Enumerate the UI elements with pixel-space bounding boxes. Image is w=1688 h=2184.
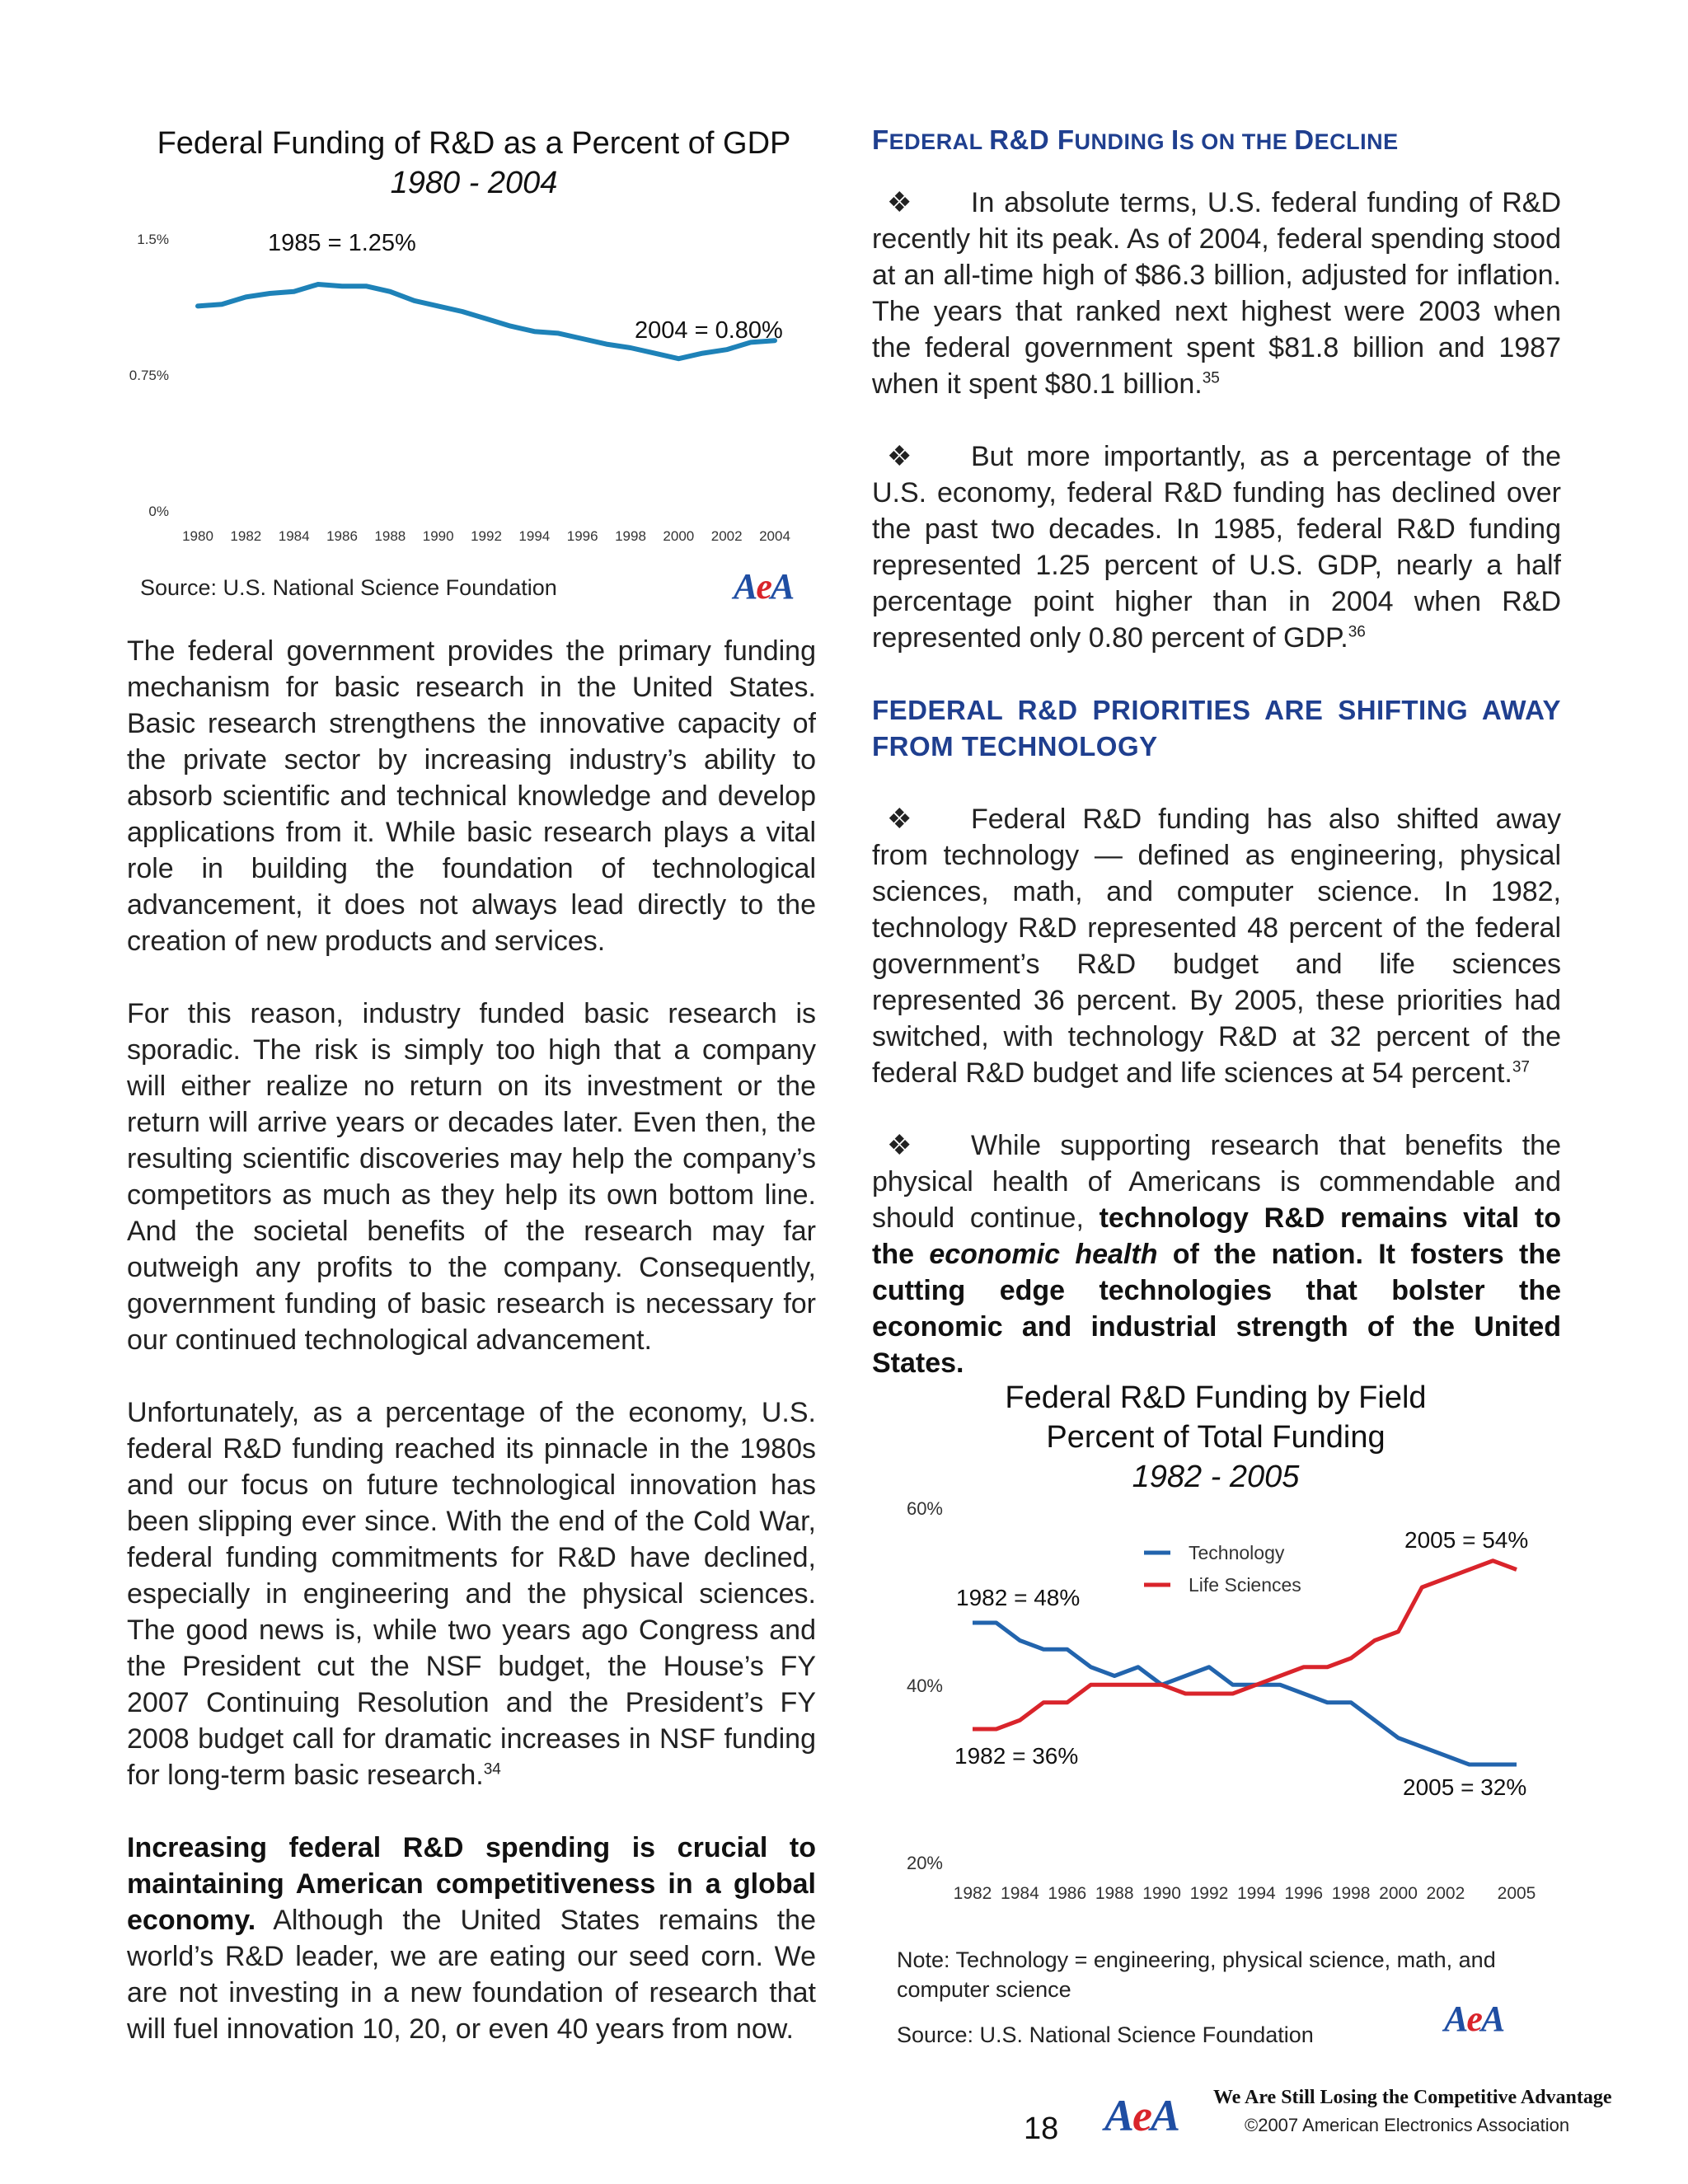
heading-decline-part: D bbox=[1294, 124, 1315, 155]
chart1-x-tick-label: 1982 bbox=[230, 528, 262, 544]
chart1-x-tick-label: 1990 bbox=[422, 528, 454, 544]
bullet-1 bbox=[872, 185, 1561, 402]
chart1-x-tick-label: 1996 bbox=[566, 528, 598, 544]
heading-decline-part: EDERAL bbox=[889, 129, 990, 154]
page-number: 18 bbox=[1024, 2111, 1059, 2146]
footnote-ref-34: 34 bbox=[483, 1760, 501, 1779]
left-paragraph-1: The federal government provides the primary funding mechanism for basic research in the United States. Basic research strengthens the innovative capacity of the private sector by increasing industry’s ability to absorb scientific and technical knowledge and develop applications from it. While basic research plays a vital role in building the foundation of technological advancement, it does not always lead directly to the creation of new products and services. bbox=[127, 635, 816, 957]
chart1-source: Source: U.S. National Science Foundation bbox=[140, 575, 557, 600]
heading-decline-part: I bbox=[1171, 124, 1179, 155]
bullet-3 bbox=[872, 801, 1561, 1091]
chart1-svg bbox=[115, 214, 824, 552]
chart2-note: Note: Technology = engineering, physical science, math, and computer science bbox=[897, 1947, 1496, 2002]
legend-life-sciences-label: Life Sciences bbox=[1189, 1574, 1301, 1596]
chart2-y-tick-label: 60% bbox=[906, 1500, 943, 1519]
chart1-x-tick-label: 2002 bbox=[710, 528, 743, 544]
chart2-y-tick-label: 40% bbox=[906, 1675, 943, 1696]
footnote-ref-37: 37 bbox=[1512, 1058, 1530, 1076]
chart2-source: Source: U.S. National Science Foundation bbox=[897, 2022, 1314, 2047]
legend-technology-label: Technology bbox=[1189, 1542, 1285, 1563]
bullet-4 bbox=[872, 1127, 1561, 1381]
chart2-x-tick-label: 1988 bbox=[1095, 1884, 1134, 1903]
chart1-x-tick-label: 1986 bbox=[326, 528, 358, 544]
chart2-annotation-1982-life: 1982 = 36% bbox=[954, 1743, 1079, 1769]
bullet-1-text: In absolute terms, U.S. federal funding of R&D recently hit its peak. As of 2004, federal spending stood at an all-time high of $86.3 billion, adjusted for inflation. The years that ranked next highest were 2003 when the federal government spent $81.8 billion and 1987 when it spent $80.1 billion. bbox=[872, 187, 1561, 400]
footnote-ref-36: 36 bbox=[1348, 623, 1366, 641]
chart1-x-tick-label: 1984 bbox=[278, 528, 310, 544]
chart1-annotation-1985: 1985 = 1.25% bbox=[268, 230, 416, 256]
chart2-annotation-2005-tech: 2005 = 32% bbox=[1403, 1774, 1527, 1800]
bullet-4-bold-italic: economic health bbox=[929, 1239, 1158, 1270]
chart2-title bbox=[865, 1378, 1566, 1497]
chart2-title-line1: Federal R&D Funding by Field bbox=[1005, 1380, 1427, 1415]
chart2-x-tick-label: 1990 bbox=[1142, 1884, 1181, 1903]
bullet-glyph: ❖ bbox=[887, 441, 912, 472]
footer-publication-title: We Are Still Losing the Competitive Advantage bbox=[1213, 2087, 1612, 2108]
chart2-x-tick-label: 1986 bbox=[1048, 1884, 1087, 1903]
chart1-annotation-2004: 2004 = 0.80% bbox=[635, 317, 783, 344]
heading-decline-part: F bbox=[872, 124, 889, 155]
chart2-x-tick-label: 1992 bbox=[1189, 1884, 1229, 1903]
heading-decline-part: S ON THE bbox=[1179, 129, 1295, 154]
bullet-4-bold-2: of the nation. It fosters the cutting edge technologies that bolster the economic and industrial strength of the United States. bbox=[872, 1239, 1561, 1379]
chart1-x-tick-label: 1992 bbox=[471, 528, 502, 544]
chart2-annotation-1982-tech: 1982 = 48% bbox=[956, 1585, 1081, 1610]
bullet-glyph: ❖ bbox=[887, 187, 912, 218]
bullet-glyph: ❖ bbox=[887, 1130, 912, 1161]
chart1-x-tick-label: 1980 bbox=[182, 528, 213, 544]
chart2-legend bbox=[1144, 1542, 1301, 1596]
footer-copyright: ©2007 American Electronics Association bbox=[1245, 2115, 1570, 2135]
left-paragraph-4 bbox=[127, 1830, 816, 2047]
left-paragraph-3-text: Unfortunately, as a percentage of the economy, U.S. federal R&D funding reached its pinnacle in the 1980s and our focus on future technological innovation has been slipping ever since. With the end of the Cold War, federal funding commitments for R&D have declined, especially in engineering and the physical sciences. The good news is, while two years ago Congress and the President cut the NSF budget, the House’s FY 2007 Continuing Resolution and the President’s FY 2008 budget call for dramatic increases in NSF funding for long-term basic research. bbox=[127, 1397, 816, 1791]
chart1-x-tick-label: 1988 bbox=[374, 528, 406, 544]
bullet-4-bold: technology R&D remains vital to the bbox=[872, 1202, 1561, 1270]
left-paragraph-4-bold: Increasing federal R&D spending is crucial to maintaining American competitiveness in a global economy. bbox=[127, 1832, 816, 1936]
left-paragraph-3 bbox=[127, 1394, 816, 1793]
bullet-4-text: While supporting research that benefits the physical health of Americans is commendable and should continue, bbox=[872, 1130, 1561, 1234]
chart1-x-tick-label: 1998 bbox=[615, 528, 646, 544]
chart2-x-tick-label: 2002 bbox=[1426, 1884, 1465, 1903]
heading-priorities: FEDERAL R&D PRIORITIES ARE SHIFTING AWAY FROM TECHNOLOGY bbox=[872, 695, 1561, 762]
chart1-y-tick-label: 0% bbox=[148, 504, 169, 519]
chart2-title-line3: 1982 - 2005 bbox=[1132, 1460, 1300, 1494]
chart1-x-tick-label: 2004 bbox=[759, 528, 790, 544]
chart2-svg bbox=[890, 1500, 1566, 1912]
right-column-text bbox=[872, 122, 1561, 1418]
chart2-x-tick-label: 1984 bbox=[1001, 1884, 1039, 1903]
heading-decline bbox=[872, 122, 1561, 160]
bullet-3-text: Federal R&D funding has also shifted away from technology — defined as engineering, physical sciences, math, and computer science. In 1982, technology R&D represented 48 percent of the federal government’s R&D budget and life sciences represented 36 percent. By 2005, these priorities had switched, with technology R&D at 32 percent of the federal R&D budget and life sciences at 54 percent. bbox=[872, 804, 1561, 1089]
chart2-title-line2: Percent of Total Funding bbox=[1046, 1420, 1386, 1455]
chart2-aea-logo: AeA bbox=[1444, 1999, 1504, 2039]
chart2-x-tick-label: 1996 bbox=[1284, 1884, 1324, 1903]
bullet-2-text: But more importantly, as a percentage of the U.S. economy, federal R&D funding has declined over the past two decades. In 1985, federal R&D funding represented 1.25 percent of U.S. GDP, nearly a half percentage point higher than in 2004 when R&D represented only 0.80 percent of GDP. bbox=[872, 441, 1561, 654]
chart2-x-tick-label: 2000 bbox=[1379, 1884, 1418, 1903]
heading-decline-part: ECLINE bbox=[1314, 129, 1399, 154]
chart1-y-tick-label: 1.5% bbox=[137, 232, 169, 247]
chart1-title-line1: Federal Funding of R&D as a Percent of GDP bbox=[157, 126, 791, 161]
chart1-x-tick-label: 1994 bbox=[518, 528, 551, 544]
chart1-aea-logo: AeA bbox=[734, 566, 794, 607]
left-column-text bbox=[127, 633, 816, 2083]
chart1-y-tick-label: 0.75% bbox=[129, 368, 169, 383]
heading-decline-part: UNDING bbox=[1074, 129, 1172, 154]
bullet-glyph: ❖ bbox=[887, 804, 912, 835]
chart2-x-tick-label: 1982 bbox=[953, 1884, 992, 1903]
chart2-y-tick-label: 20% bbox=[906, 1853, 943, 1873]
chart2-x-tick-label: 2005 bbox=[1497, 1884, 1536, 1903]
left-paragraph-2: For this reason, industry funded basic research is sporadic. The risk is simply too high that a company will either realize no return on its investment or the return will arrive years or decades later. Even then, the resulting scientific discoveries may help the company’s competitors as much as they help its own bottom line. And the societal benefits of the research may far outweigh any profits to the company. Consequently, government funding of basic research is necessary for our continued technological advancement. bbox=[127, 998, 816, 1356]
footer-aea-logo: AeA bbox=[1104, 2091, 1179, 2140]
chart1-x-tick-label: 2000 bbox=[663, 528, 695, 544]
chart1-title bbox=[124, 124, 824, 203]
left-paragraph-4-text: Although the United States remains the world’s R&D leader, we are eating our seed corn. We are not investing in a new foundation of research that will fuel innovation 10, 20, or even 40 years from now. bbox=[127, 1905, 816, 2045]
chart1-title-line2: 1980 - 2004 bbox=[390, 166, 558, 200]
footnote-ref-35: 35 bbox=[1202, 369, 1220, 387]
chart2-annotation-2005-life: 2005 = 54% bbox=[1404, 1527, 1529, 1553]
chart2-x-tick-label: 1994 bbox=[1236, 1884, 1276, 1903]
heading-decline-part: R&D F bbox=[989, 124, 1075, 155]
chart2-x-tick-label: 1998 bbox=[1331, 1884, 1371, 1903]
bullet-2 bbox=[872, 438, 1561, 656]
